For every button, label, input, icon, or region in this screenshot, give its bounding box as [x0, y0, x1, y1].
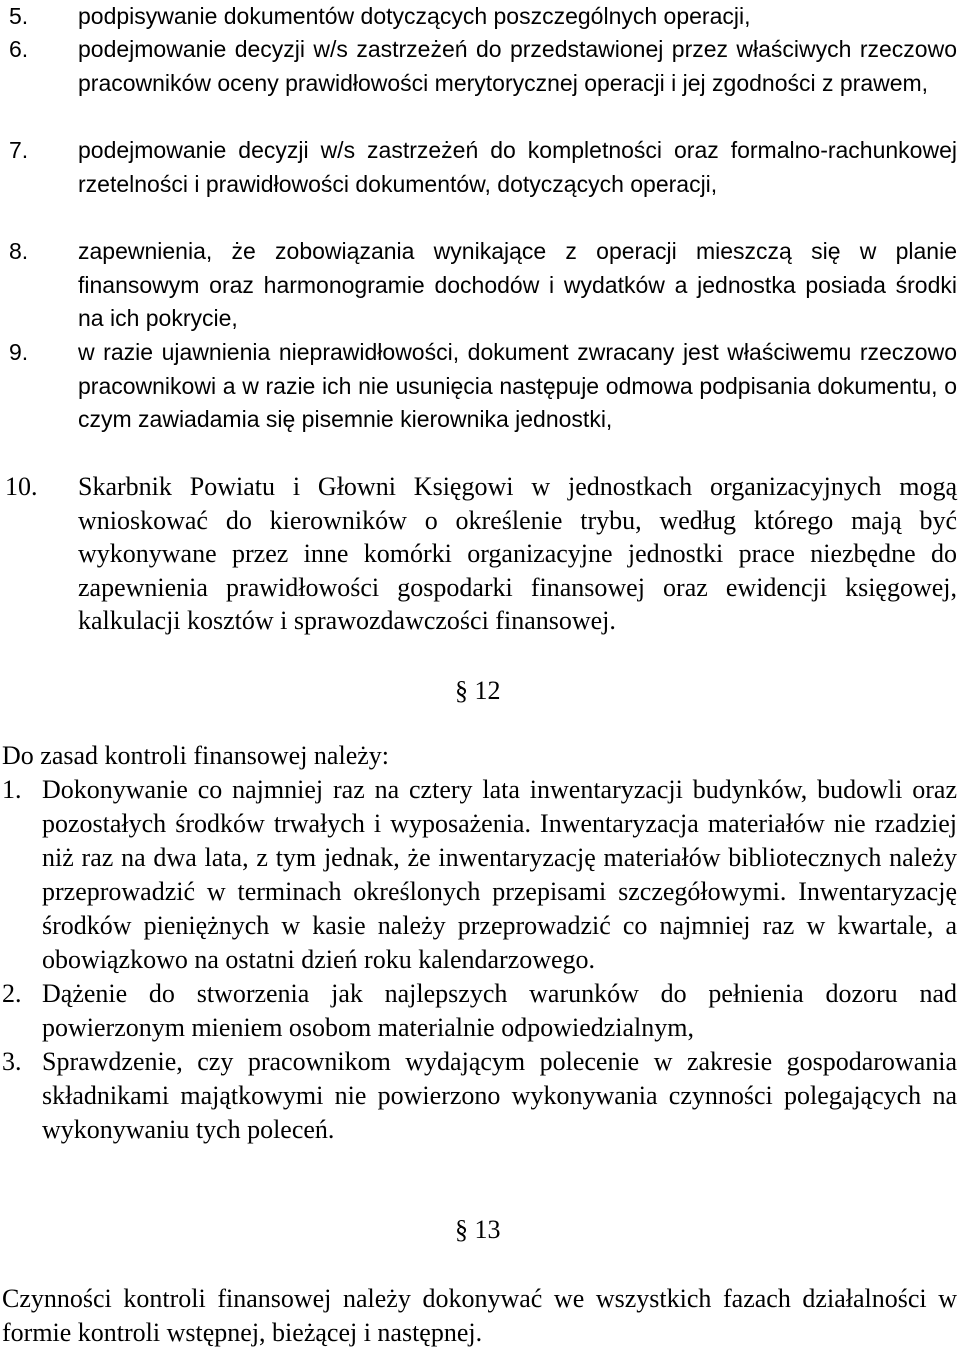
- list-item: [0, 1045, 957, 1147]
- item-text: w razie ujawnienia nieprawidłowości, dokument zwracany jest właściwemu rzeczowo pracownikowi a w razie ich nie usunięcia następuje odmowa podpisania dokumentu, o czym zawiadamia się pisemnie kierownika jednostki,: [78, 339, 957, 432]
- item-number: 7.: [9, 137, 29, 163]
- list-item: [0, 134, 957, 235]
- list-item: [0, 235, 957, 336]
- list-item: [0, 336, 957, 470]
- item-number: 3.: [2, 1047, 22, 1076]
- item-text: Dążenie do stworzenia jak najlepszych warunków do pełnienia dozoru nad powierzonym mieniem osobom materialnie odpowiedzialnym,: [42, 979, 957, 1042]
- intro-text: Do zasad kontroli finansowej należy:: [2, 741, 389, 770]
- item-text: podejmowanie decyzji w/s zastrzeżeń do przedstawionej przez właściwych rzeczowo pracowników oceny prawidłowości merytorycznej operacji i jej zgodności z prawem,: [78, 36, 957, 96]
- item-number: 2.: [2, 979, 22, 1008]
- item-text: zapewnienia, że zobowiązania wynikające z operacji mieszczą się w planie finansowym oraz harmonogramie dochodów i wydatków a jednostka posiada środki na ich pokrycie,: [78, 238, 957, 331]
- item-number: 5.: [9, 3, 29, 29]
- item-text: podejmowanie decyzji w/s zastrzeżeń do kompletności oraz formalno-rachunkowej rzetelności i prawidłowości dokumentów, dotyczących operacji,: [78, 137, 957, 197]
- item-number: 6.: [9, 36, 29, 62]
- duties-list: [0, 0, 957, 638]
- item-number: 10.: [5, 472, 38, 501]
- item-text: Sprawdzenie, czy pracownikom wydającym polecenie w zakresie gospodarowania składnikami majątkowymi nie powierzono wykonywania czynności polegających na wykonywaniu tych poleceń.: [42, 1047, 957, 1144]
- item-number: 1.: [2, 775, 22, 804]
- closing-paragraph: Czynności kontroli finansowej należy dokonywać we wszystkich fazach działalności w formie kontroli wstępnej, bieżącej i następnej.: [2, 1284, 957, 1347]
- list-item: [0, 0, 957, 33]
- list-item: [0, 470, 957, 638]
- section-heading-13: § 13: [455, 1215, 501, 1244]
- section-heading-12: § 12: [455, 676, 501, 705]
- list-item: [0, 773, 957, 977]
- item-text: Dokonywanie co najmniej raz na cztery lata inwentaryzacji budynków, budowli oraz pozostałych środków trwałych i wyposażenia. Inwentaryzacja materiałów nie rzadziej niż raz na dwa lata, z tym jednak, że inwentaryzację materiałów bibliotecznych należy przeprowadzić w terminach określonych przepisami szczegółowymi. Inwentaryzację środków pieniężnych w kasie należy przeprowadzić co najmniej raz w kwartale, a obowiązkowo na ostatni dzień roku kalendarzowego.: [42, 775, 957, 974]
- list-item: [0, 33, 957, 134]
- control-rules-list: [0, 773, 957, 1147]
- item-number: 8.: [9, 238, 29, 264]
- item-text: Skarbnik Powiatu i Głowni Księgowi w jednostkach organizacyjnych mogą wnioskować do kierowników o określenie trybu, według którego mają być wykonywane przez inne komórki organizacyjne jednostki prace niezbędne do zapewnienia prawidłowości gospodarki finansowej oraz ewidencji księgowej, kalkulacji kosztów i sprawozdawczości finansowej.: [78, 472, 957, 635]
- item-text: podpisywanie dokumentów dotyczących poszczególnych operacji,: [78, 3, 751, 29]
- item-number: 9.: [9, 339, 29, 365]
- list-item: [0, 977, 957, 1045]
